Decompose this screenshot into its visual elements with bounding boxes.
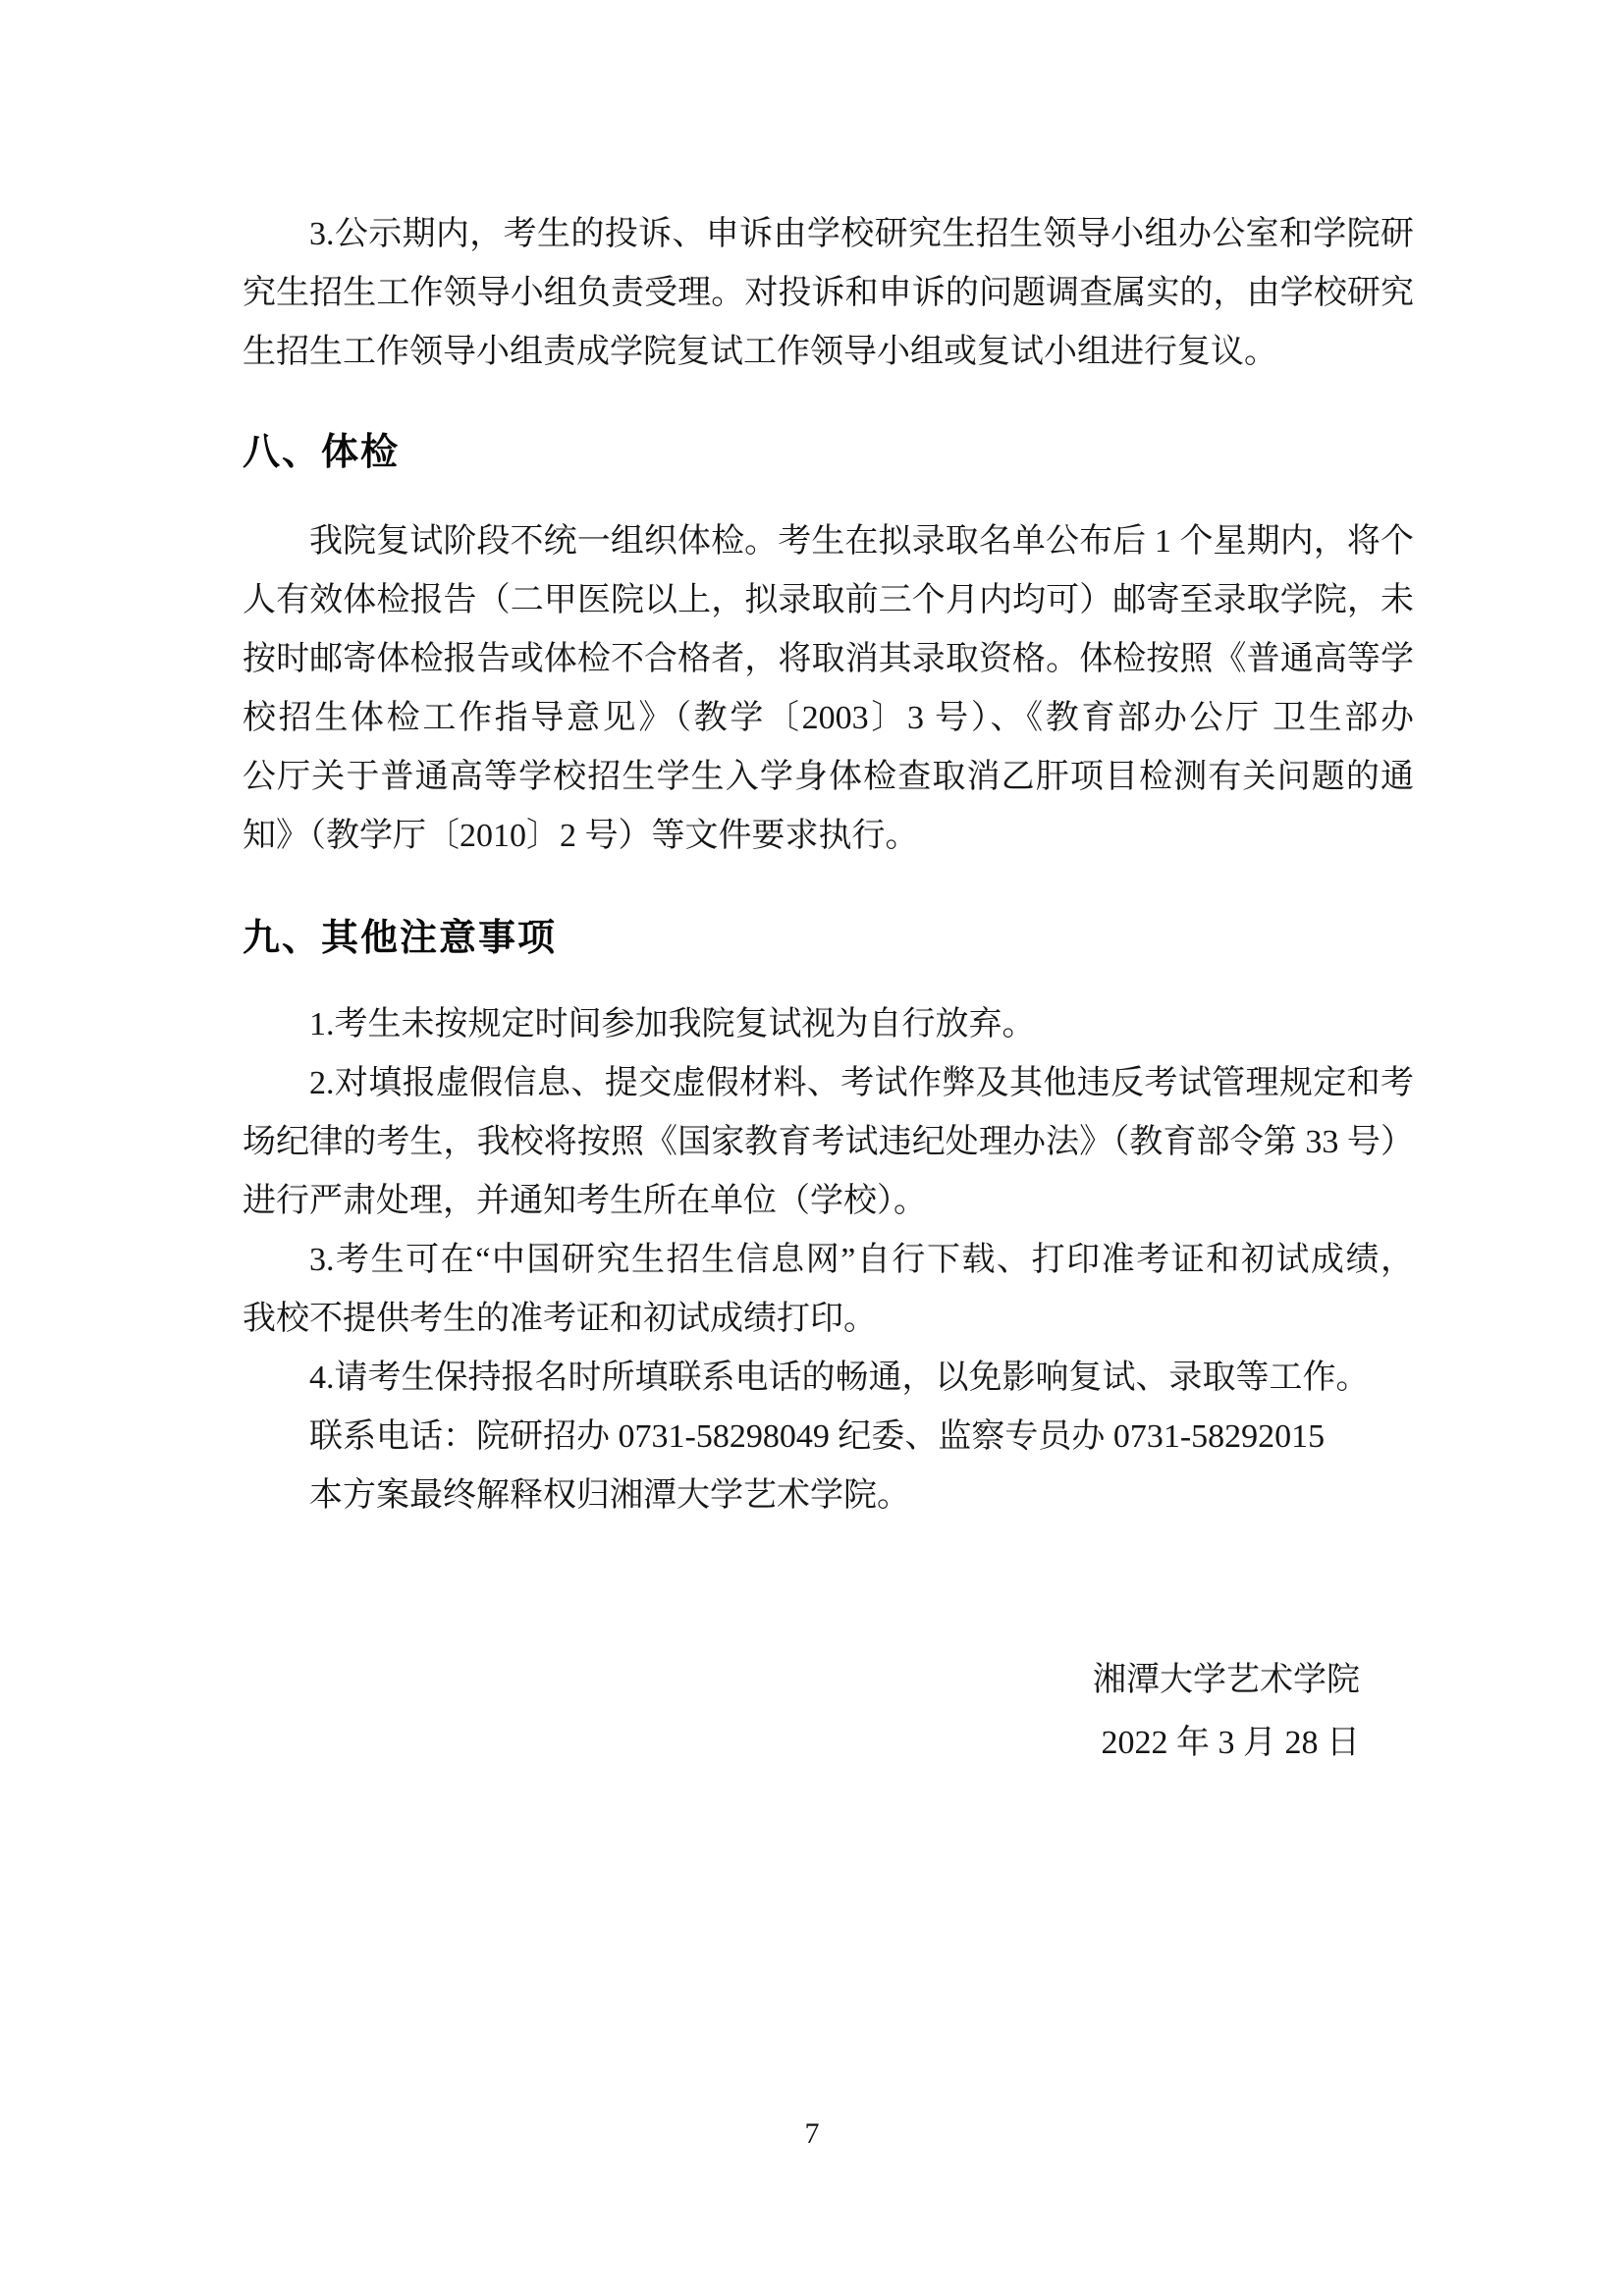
- paragraph-line: 校招生体检工作指导意见》（教学〔2003〕3 号）、《教育部办公厅 卫生部办: [243, 700, 1414, 736]
- note-item-2-line: 进行严肃处理，并通知考生所在单位（学校）。: [243, 1183, 927, 1219]
- signature-block: [243, 1649, 1414, 1775]
- disclaimer-line: 本方案最终解释权归湘潭大学艺术学院。: [309, 1477, 910, 1514]
- paragraph-line: 人有效体检报告（二甲医院以上，拟录取前三个月内均可）邮寄至录取学院，未: [243, 582, 1414, 618]
- appeal-paragraph: [243, 205, 1414, 382]
- physical-exam-paragraph: [243, 512, 1414, 866]
- paragraph-line: 3.公示期内，考生的投诉、申诉由学校研究生招生领导小组办公室和学院研: [309, 216, 1414, 252]
- contact-line: 联系电话：院研招办 0731-58298049 纪委、监察专员办 0731-58292015: [309, 1418, 1326, 1455]
- other-notes-list: [243, 995, 1414, 1525]
- section-heading-other-notes: 九、其他注意事项: [243, 918, 558, 959]
- note-item-4: 4.请考生保持报名时所填联系电话的畅通，以免影响复试、录取等工作。: [309, 1360, 1370, 1396]
- note-item-1: 1.考生未按规定时间参加我院复试视为自行放弃。: [309, 1006, 1036, 1042]
- paragraph-line: 公厅关于普通高等学校招生学生入学身体检查取消乙肝项目检测有关问题的通: [243, 759, 1414, 795]
- document-content: [243, 0, 1414, 1775]
- paragraph-line: 生招生工作领导小组责成学院复试工作领导小组或复试小组进行复议。: [243, 334, 1277, 370]
- note-item-3-line: 3.考生可在“中国研究生招生信息网”自行下载、打印准考证和初试成绩，: [309, 1242, 1414, 1278]
- signature-date: 2022 年 3 月 28 日: [1101, 1725, 1360, 1761]
- section-heading-physical-exam: 八、体检: [243, 432, 401, 473]
- paragraph-line: 我院复试阶段不统一组织体检。考生在拟录取名单公布后 1 个星期内，将个: [309, 523, 1414, 560]
- paragraph-line: 知》（教学厅〔2010〕2 号）等文件要求执行。: [243, 818, 919, 854]
- note-item-2-line: 2.对填报虚假信息、提交虚假材料、考试作弊及其他违反考试管理规定和考: [309, 1065, 1414, 1101]
- signature-organization: 湘潭大学艺术学院: [1093, 1662, 1360, 1698]
- note-item-2-line: 场纪律的考生，我校将按照《国家教育考试违纪处理办法》（教育部令第 33 号）: [243, 1124, 1414, 1160]
- paragraph-line: 按时邮寄体检报告或体检不合格者，将取消其录取资格。体检按照《普通高等学: [243, 641, 1414, 677]
- page-number: 7: [804, 2117, 820, 2150]
- paragraph-line: 究生招生工作领导小组负责受理。对投诉和申诉的问题调查属实的，由学校研究: [243, 275, 1414, 311]
- note-item-3-line: 我校不提供考生的准考证和初试成绩打印。: [243, 1301, 877, 1337]
